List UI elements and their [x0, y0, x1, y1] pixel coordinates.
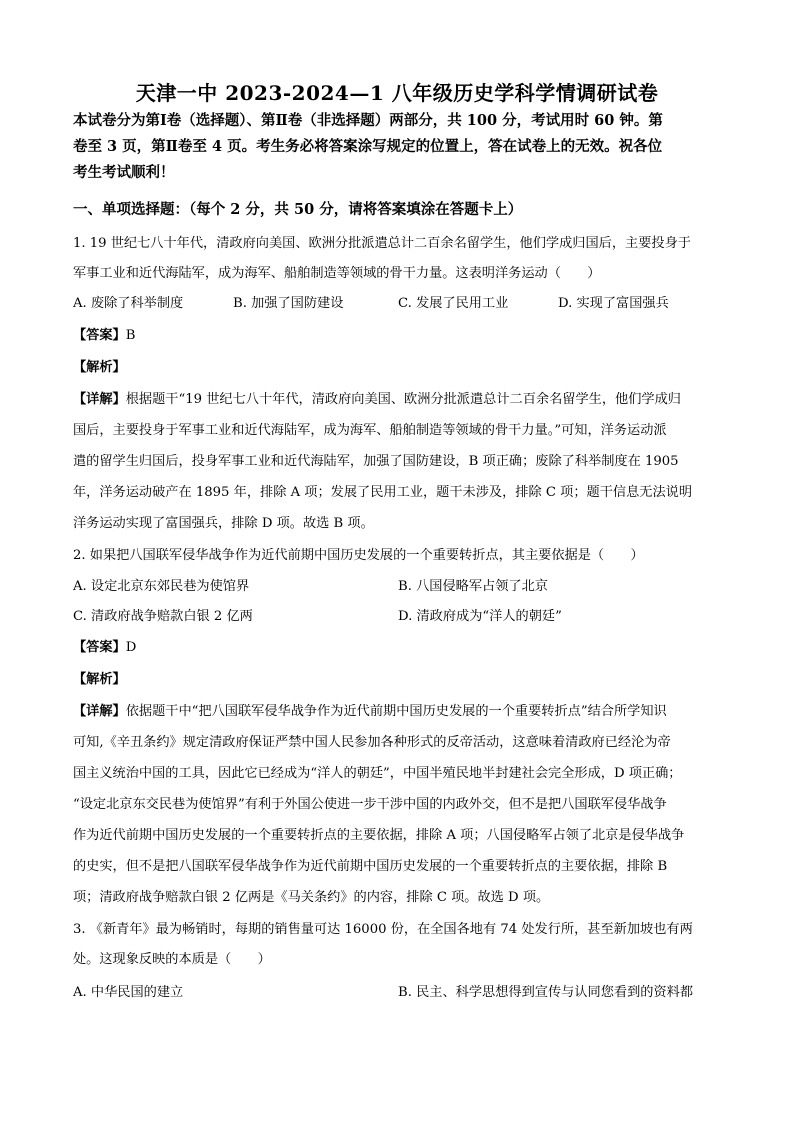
answer-label: 【答案】 [73, 640, 126, 655]
q2-answer [73, 638, 136, 658]
answer-label: 【答案】 [73, 328, 126, 343]
q1-option-c: C. 发展了民用工业 [398, 296, 509, 311]
q2-option-d: D. 清政府成为“洋人的朝廷” [398, 609, 562, 624]
q3-option-a: A. 中华民国的建立 [73, 985, 184, 1000]
q2-option-c: C. 清政府战争赔款白银 2 亿两 [73, 609, 253, 624]
detail-text: 根据题干“19 世纪七八十年代，清政府向美国、欧洲分批派遣总计二百余名留学生，他们学成归 [125, 392, 681, 407]
instructions-line: 卷至 3 页，第Ⅱ卷至 4 页。考生务必将答案涂写规定的位置上，答在试卷上的无效。祝各位 [73, 138, 663, 155]
detail-text: 依据题干中“把八国联军侵华战争作为近代前期中国历史发展的一个重要转折点”结合所学知识 [125, 704, 667, 719]
detail-label: 【详解】 [73, 392, 126, 407]
instructions-line: 考生考试顺利！ [73, 164, 175, 181]
q1-stem-line: 1. 19 世纪七八十年代，清政府向美国、欧洲分批派遣总计二百余名留学生，他们学成归国后，主要投身于 [73, 236, 691, 251]
q1-answer [73, 326, 135, 346]
q2-analysis-label: 【解析】 [73, 672, 126, 687]
q1-analysis-label: 【解析】 [73, 360, 126, 375]
section-heading: 一、单项选择题：（每个 2 分，共 50 分，请将答案填涂在答题卡上） [73, 201, 523, 218]
q3-stem-line: 3. 《新青年》最为畅销时，每期的销售量可达 16000 份，在全国各地有 74 处发行所，甚至新加坡也有两 [73, 922, 693, 937]
q1-detail-line: 遣的留学生归国后，投身军事工业和近代海陆军，加强了国防建设，B 项正确；废除了科举制度在 1905 [73, 454, 679, 469]
answer-value: D [125, 640, 137, 655]
q1-option-b: B. 加强了国防建设 [233, 296, 344, 311]
q2-option-a: A. 设定北京东郊民巷为使馆界 [73, 579, 250, 594]
q2-detail-line: 作为近代前期中国历史发展的一个重要转折点的主要依据，排除 A 项；八国侵略军占领了北京是侵华战争 [73, 828, 685, 843]
exam-instructions [73, 108, 721, 186]
q1-detail-line: 洋务运动实现了富国强兵，排除 D 项。故选 B 项。 [73, 516, 374, 531]
q2-detail-line [73, 702, 667, 722]
q2-detail-line: 国主义统治中国的工具，因此它已经成为“洋人的朝廷”，中国半殖民地半封建社会完全形成，D 项正确； [73, 766, 682, 781]
q2-detail-line: “设定北京东交民巷为使馆界”有利于外国公使进一步干涉中国的内政外交，但不是把八国联军侵华战争 [73, 797, 667, 812]
q1-detail-line [73, 390, 681, 410]
detail-label: 【详解】 [73, 704, 126, 719]
q1-stem-line: 军事工业和近代海陆军，成为海军、船舶制造等领域的骨干力量。这表明洋务运动（ ） [73, 266, 601, 281]
q1-detail-line: 国后，主要投身于军事工业和近代海陆军，成为海军、船舶制造等领域的骨干力量。”可知，洋务运动派 [73, 423, 667, 438]
q2-option-b: B. 八国侵略军占领了北京 [398, 579, 548, 594]
q2-detail-line: 项；清政府战争赔款白银 2 亿两是《马关条约》的内容，排除 C 项。故选 D 项。 [73, 890, 550, 905]
q2-stem: 2. 如果把八国联军侵华战争作为近代前期中国历史发展的一个重要转折点，其主要依据是（ ） [73, 548, 644, 563]
q1-option-d: D. 实现了富国强兵 [558, 296, 669, 311]
answer-value: B [125, 328, 136, 343]
q2-detail-line: 的史实，但不是把八国联军侵华战争作为近代前期中国历史发展的一个重要转折点的主要依据，排除 B [73, 859, 668, 874]
instructions-line: 本试卷分为第Ⅰ卷（选择题）、第Ⅱ卷（非选择题）两部分，共 100 分，考试用时 60 钟。第 [73, 112, 663, 129]
q1-option-a: A. 废除了科举制度 [73, 296, 184, 311]
q1-detail-line: 年，洋务运动破产在 1895 年，排除 A 项；发展了民用工业，题干未涉及，排除 C 项；题干信息无法说明 [73, 485, 693, 500]
q2-detail-line: 可知,《辛丑条约》规定清政府保证严禁中国人民参加各种形式的反帝活动，这意味着清政府已经沦为帝 [73, 735, 671, 750]
exam-title: 天津一中 2023-2024—1 八年级历史学科学情调研试卷 [135, 81, 659, 105]
q3-stem-line: 处。这现象反映的本质是（ ） [73, 952, 271, 967]
q3-option-b: B. 民主、科学思想得到宣传与认同您看到的资料都 [398, 985, 694, 1000]
